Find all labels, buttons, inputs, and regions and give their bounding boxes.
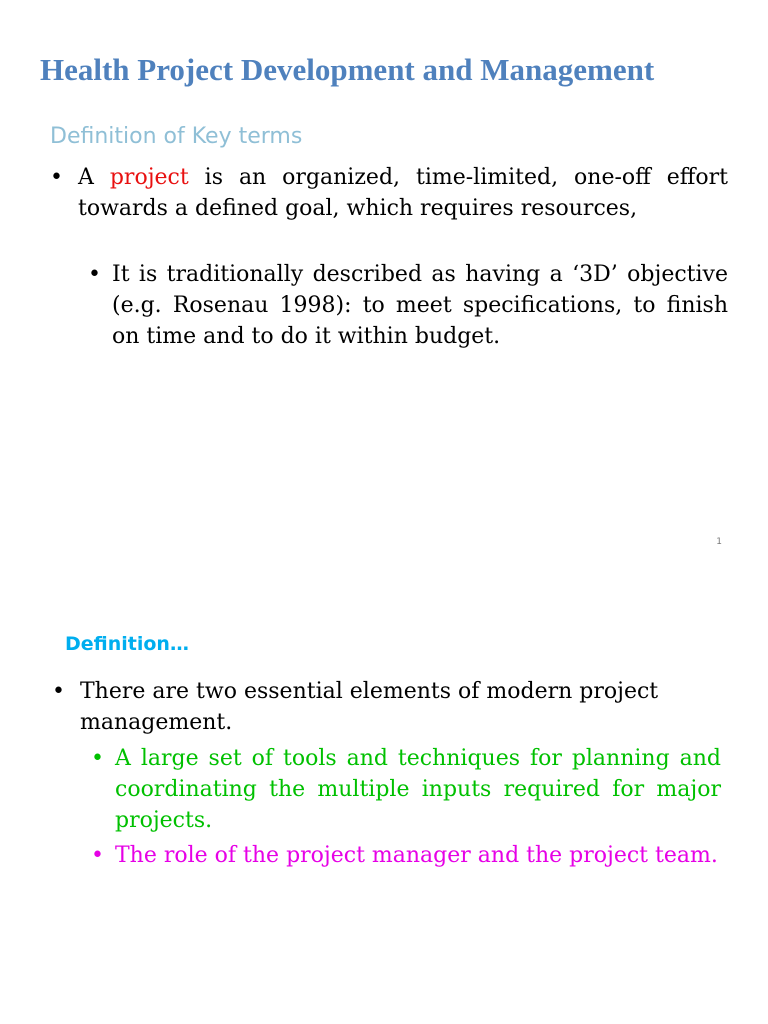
- section-subtitle: Definition…: [65, 633, 189, 655]
- section-subtitle: Definition of Key terms: [50, 124, 303, 149]
- sub-bullet-text: The role of the project manager and the project team.: [115, 843, 718, 868]
- bullet-text-rest: is an organized, time-limited, one-off effort towards a defined goal, which requires resources,: [78, 165, 728, 221]
- bullet-project-definition: [50, 162, 728, 224]
- bullet-marker: •: [91, 843, 104, 868]
- bullet-text-prefix: A: [78, 165, 110, 190]
- slide-2: [0, 600, 768, 1024]
- sub-bullet-text: It is traditionally described as having a ‘3D’ objective (e.g. Rosenau 1998): to meet specifications, to finish on time and to do it within budget.: [112, 262, 728, 349]
- sub-bullet-text: A large set of tools and techniques for planning and coordinating the multiple inputs required for major projects.: [115, 746, 721, 833]
- keyword-project: project: [109, 165, 189, 190]
- bullet-marker: •: [50, 165, 63, 190]
- bullet-text: There are two essential elements of modern project management.: [80, 679, 659, 735]
- sub-bullet-project-manager-role: [91, 840, 721, 871]
- sub-bullet-tools-techniques: [91, 743, 721, 836]
- slide-title: Health Project Development and Management: [40, 52, 655, 87]
- sub-bullet-3d-objective: [88, 259, 728, 352]
- page-number: 1: [716, 537, 722, 547]
- bullet-marker: •: [88, 262, 101, 287]
- bullet-marker: •: [91, 746, 104, 771]
- bullet-marker: •: [52, 679, 65, 704]
- bullet-essential-elements: [52, 676, 722, 738]
